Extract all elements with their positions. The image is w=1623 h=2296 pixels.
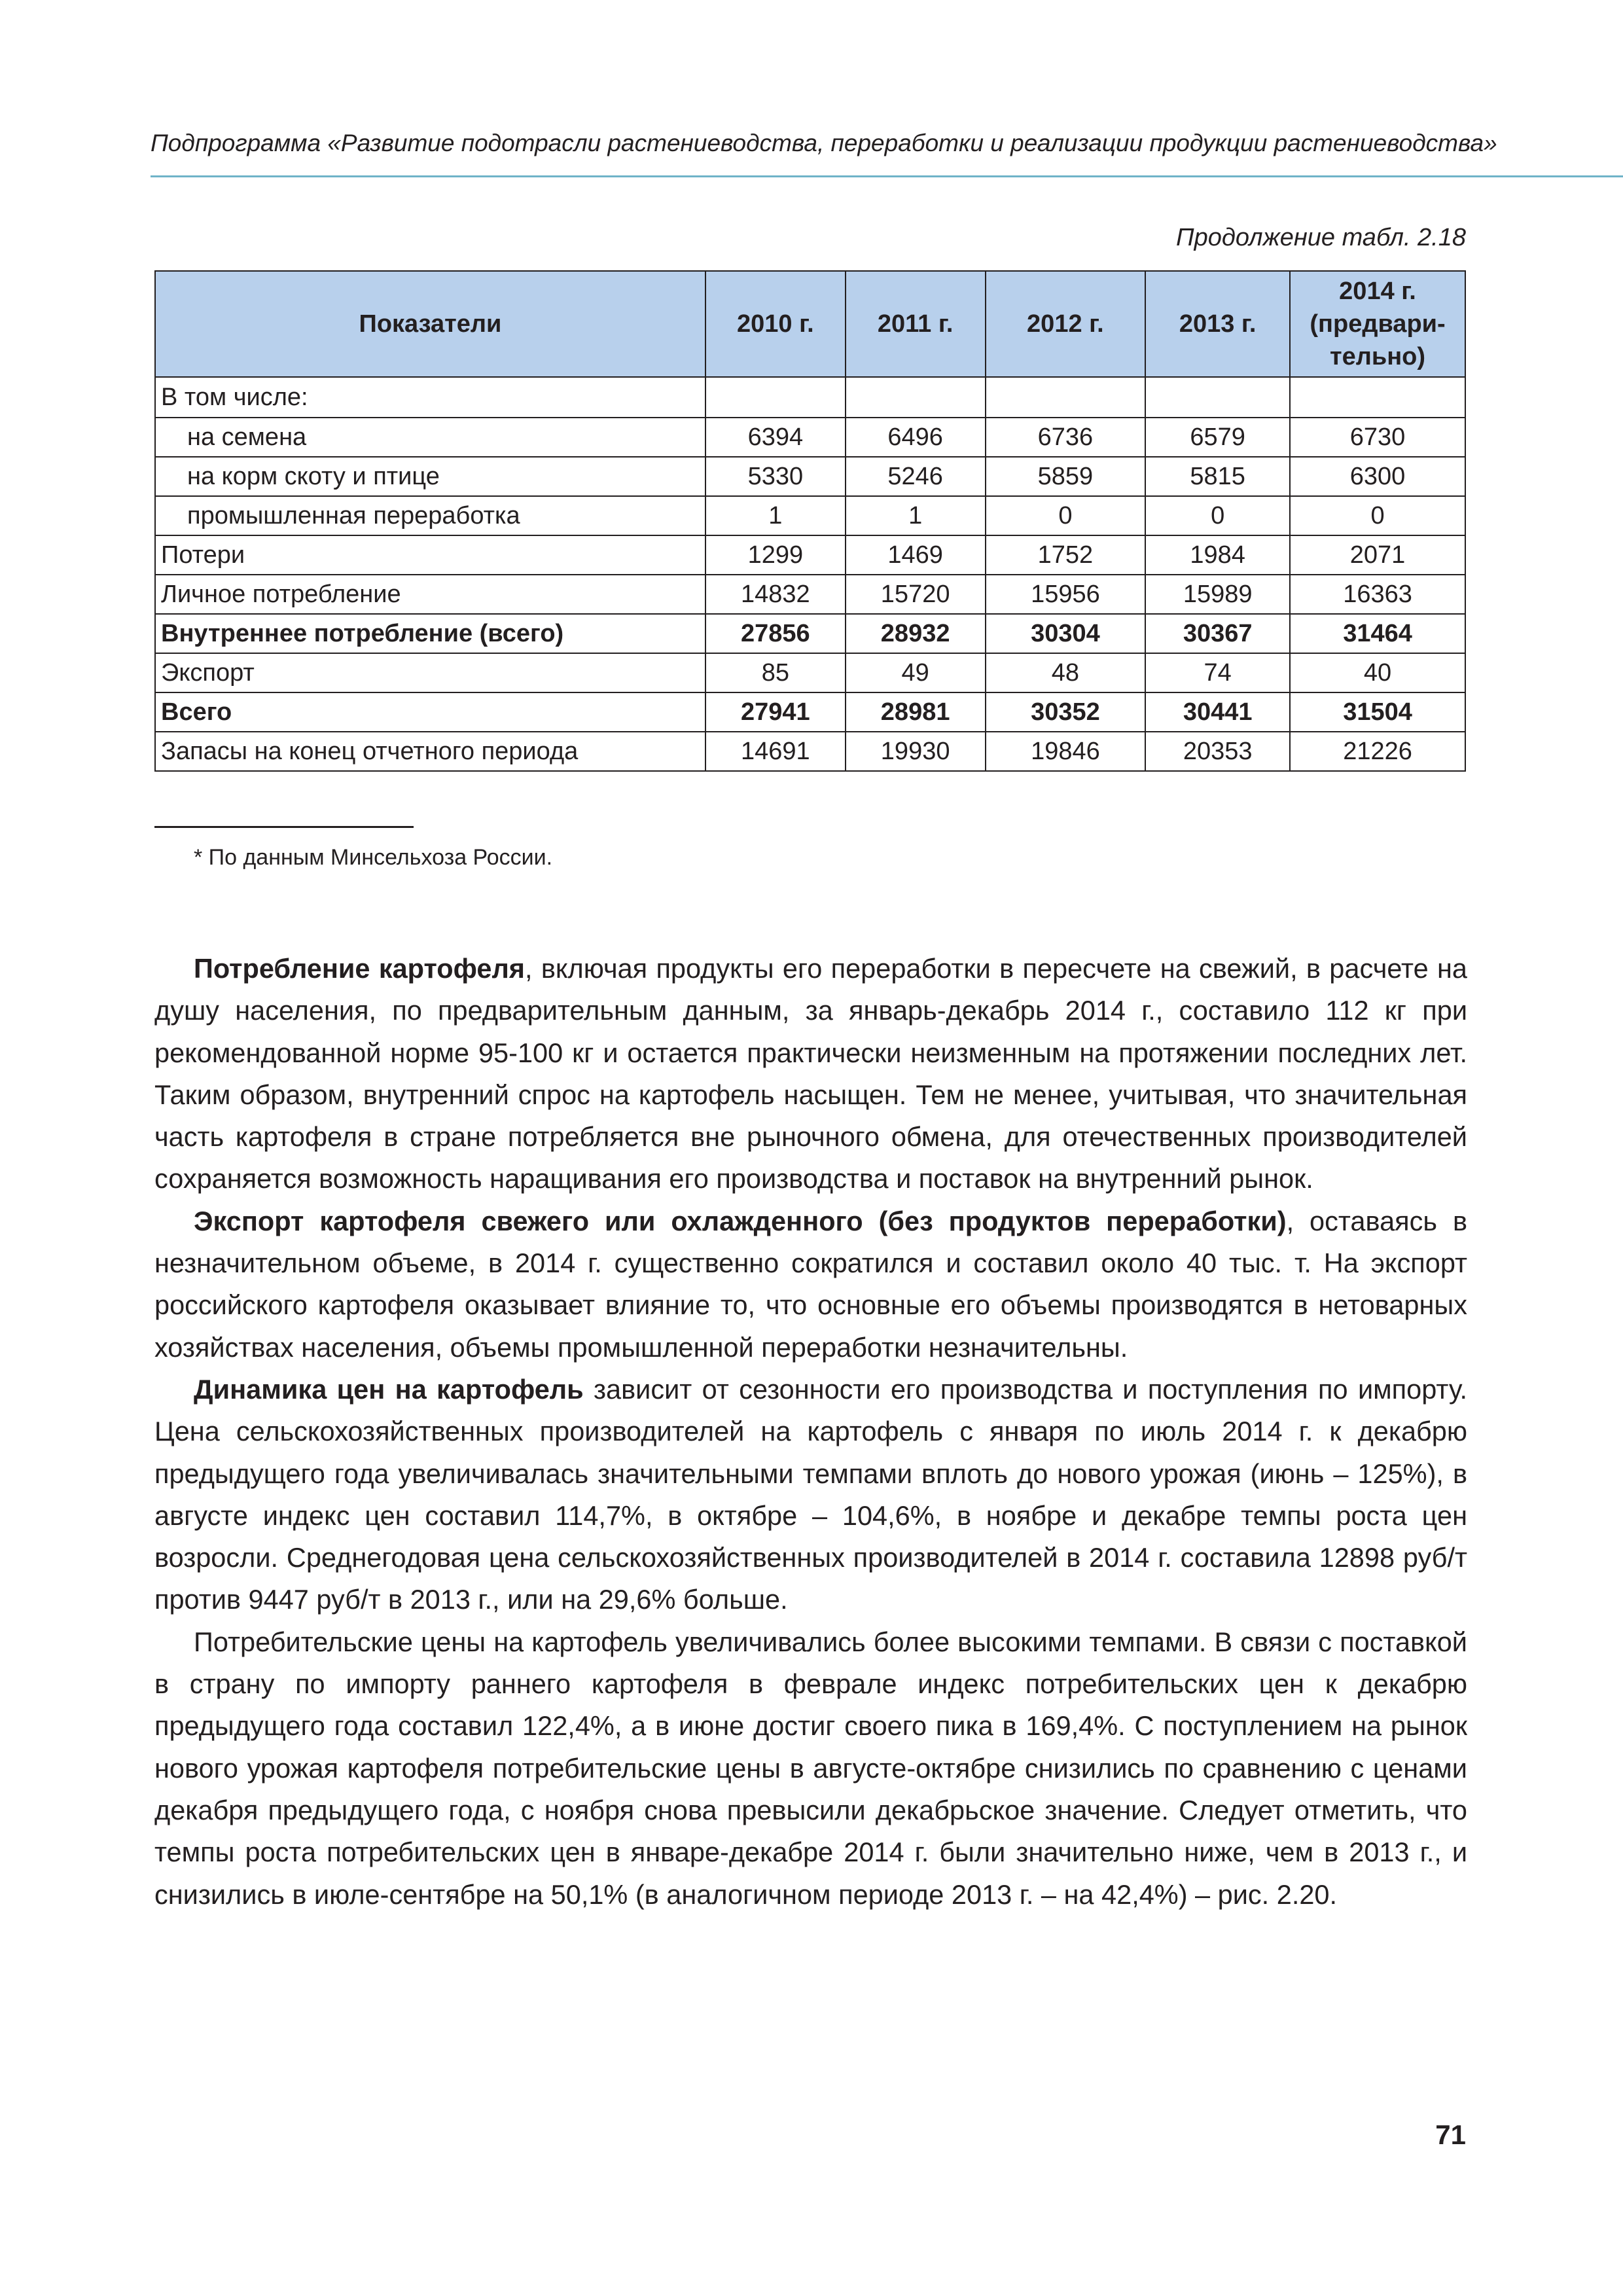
cell-value: 1299	[705, 535, 846, 575]
cell-value	[1290, 377, 1465, 418]
table-row	[155, 377, 1465, 418]
cell-value: 1	[705, 496, 846, 535]
cell-value: 1	[846, 496, 986, 535]
row-label: промышленная переработка	[155, 496, 705, 535]
cell-value: 30441	[1145, 692, 1290, 732]
row-label: Экспорт	[155, 653, 705, 692]
cell-value: 0	[1290, 496, 1465, 535]
cell-value: 6730	[1290, 418, 1465, 457]
cell-value: 31504	[1290, 692, 1465, 732]
cell-value: 16363	[1290, 575, 1465, 614]
paragraph-text: , включая продукты его переработки в пересчете на свежий, в расчете на душу населения, по предварительным данным, за январь-декабрь 2014 г., составило 112 кг при рекомендованной норме 95-100 кг и остается практически неизменным на протяжении последних лет. Таким образом, внутренний спрос на картофель насыщен. Тем не менее, учитывая, что значительная часть картофеля в стране потребляется вне рыночного обмена, для отечественных производителей сохраняется возможность наращивания его производства и поставок на внутренний рынок.	[154, 953, 1467, 1194]
table-row	[155, 457, 1465, 496]
paragraph-text: зависит от сезонности его производства и поступления по импорту. Цена сельскохозяйственных производителей на картофель с января по июль 2014 г. к декабрю предыдущего года увеличивалась значительными темпами вплоть до нового урожая (июнь – 125%), в августе индекс цен составил 114,7%, в октябре – 104,6%, в ноябре и декабре темпы роста цен возросли. Среднегодовая цена сельскохозяйственных производителей в 2014 г. составила 12898 руб/т против 9447 руб/т в 2013 г., или на 29,6% больше.	[154, 1373, 1467, 1615]
data-table	[154, 270, 1466, 772]
page-number: 71	[1435, 2119, 1466, 2150]
running-header: Подпрограмма «Развитие подотрасли растениеводства, переработки и реализации продукции растениеводства»	[151, 130, 1497, 156]
cell-value: 15956	[986, 575, 1146, 614]
cell-value	[846, 377, 986, 418]
cell-value: 6300	[1290, 457, 1465, 496]
header-2014-line2: (предвари-	[1310, 310, 1446, 338]
paragraph-text: , оставаясь в незначительном объеме, в 2014 г. существенно сократился и составил около 40 тыс. т. На экспорт российского картофеля оказывает влияние то, что основные его объемы производятся в нетоварных хозяйствах населения, объемы промышленной переработки незначительны.	[154, 1205, 1468, 1363]
header-2010: 2010 г.	[705, 271, 846, 377]
cell-value: 21226	[1290, 732, 1465, 771]
paragraph-prices	[154, 1369, 1467, 1621]
cell-value: 1984	[1145, 535, 1290, 575]
footnote-divider	[154, 826, 414, 828]
cell-value: 28981	[846, 692, 986, 732]
cell-value: 1469	[846, 535, 986, 575]
paragraph-consumer-prices	[154, 1621, 1467, 1916]
cell-value: 48	[986, 653, 1146, 692]
cell-value: 30304	[986, 614, 1146, 653]
paragraph-lead: Экспорт картофеля свежего или охлажденного (без продуктов переработки)	[194, 1205, 1287, 1236]
row-label: Запасы на конец отчетного периода	[155, 732, 705, 771]
cell-value: 6579	[1145, 418, 1290, 457]
cell-value: 27856	[705, 614, 846, 653]
row-label: Внутреннее потребление (всего)	[155, 614, 705, 653]
header-2014	[1290, 271, 1465, 377]
paragraph-export	[154, 1200, 1467, 1369]
cell-value: 2071	[1290, 535, 1465, 575]
cell-value: 0	[986, 496, 1146, 535]
cell-value: 85	[705, 653, 846, 692]
cell-value: 40	[1290, 653, 1465, 692]
cell-value: 19930	[846, 732, 986, 771]
header-2012: 2012 г.	[986, 271, 1146, 377]
cell-value: 1752	[986, 535, 1146, 575]
header-2013: 2013 г.	[1145, 271, 1290, 377]
row-label: на семена	[155, 418, 705, 457]
cell-value: 6394	[705, 418, 846, 457]
header-divider	[151, 175, 1623, 177]
cell-value: 74	[1145, 653, 1290, 692]
row-label: Личное потребление	[155, 575, 705, 614]
cell-value: 19846	[986, 732, 1146, 771]
cell-value	[986, 377, 1146, 418]
header-2011: 2011 г.	[846, 271, 986, 377]
table-header-row	[155, 271, 1465, 377]
paragraph-text: Потребительские цены на картофель увеличивались более высокими темпами. В связи с поставкой в страну по импорту раннего картофеля в феврале индекс потребительских цен к декабрю предыдущего года составил 122,4%, а в июне достиг своего пика в 169,4%. С поступлением на рынок нового урожая картофеля потребительские цены в августе-октябре снизились по сравнению с ценами декабря предыдущего года, с ноября снова превысили декабрьское значение. Следует отметить, что темпы роста потребительских цен в январе-декабре 2014 г. были значительно ниже, чем в 2013 г., и снизились в июле-сентябре на 50,1% (в аналогичном периоде 2013 г. – на 42,4%) – рис. 2.20.	[154, 1626, 1467, 1910]
row-label: Всего	[155, 692, 705, 732]
table-row	[155, 732, 1465, 771]
row-label: В том числе:	[155, 377, 705, 418]
cell-value: 28932	[846, 614, 986, 653]
cell-value: 31464	[1290, 614, 1465, 653]
row-label: Потери	[155, 535, 705, 575]
table-row	[155, 575, 1465, 614]
cell-value: 5859	[986, 457, 1146, 496]
cell-value: 49	[846, 653, 986, 692]
cell-value: 30367	[1145, 614, 1290, 653]
body-text	[154, 948, 1467, 1916]
cell-value: 15720	[846, 575, 986, 614]
table-row	[155, 535, 1465, 575]
row-label: на корм скоту и птице	[155, 457, 705, 496]
header-indicator: Показатели	[155, 271, 705, 377]
header-2014-line3: тельно)	[1329, 343, 1426, 370]
cell-value: 5246	[846, 457, 986, 496]
cell-value: 5815	[1145, 457, 1290, 496]
table-row	[155, 496, 1465, 535]
cell-value: 14691	[705, 732, 846, 771]
cell-value: 14832	[705, 575, 846, 614]
cell-value: 27941	[705, 692, 846, 732]
paragraph-lead: Динамика цен на картофель	[194, 1373, 584, 1405]
table-row	[155, 418, 1465, 457]
cell-value: 30352	[986, 692, 1146, 732]
cell-value	[1145, 377, 1290, 418]
header-2014-line1: 2014 г.	[1339, 278, 1416, 305]
cell-value: 15989	[1145, 575, 1290, 614]
cell-value: 20353	[1145, 732, 1290, 771]
paragraph-consumption	[154, 948, 1467, 1200]
cell-value: 6736	[986, 418, 1146, 457]
cell-value: 5330	[705, 457, 846, 496]
table-row-total	[155, 614, 1465, 653]
paragraph-lead: Потребление картофеля	[194, 953, 526, 984]
table-caption: Продолжение табл. 2.18	[1176, 224, 1466, 251]
table-footnote: * По данным Минсельхоза России.	[194, 845, 553, 870]
cell-value	[705, 377, 846, 418]
cell-value: 6496	[846, 418, 986, 457]
cell-value: 0	[1145, 496, 1290, 535]
table-row-total	[155, 692, 1465, 732]
table-row	[155, 653, 1465, 692]
